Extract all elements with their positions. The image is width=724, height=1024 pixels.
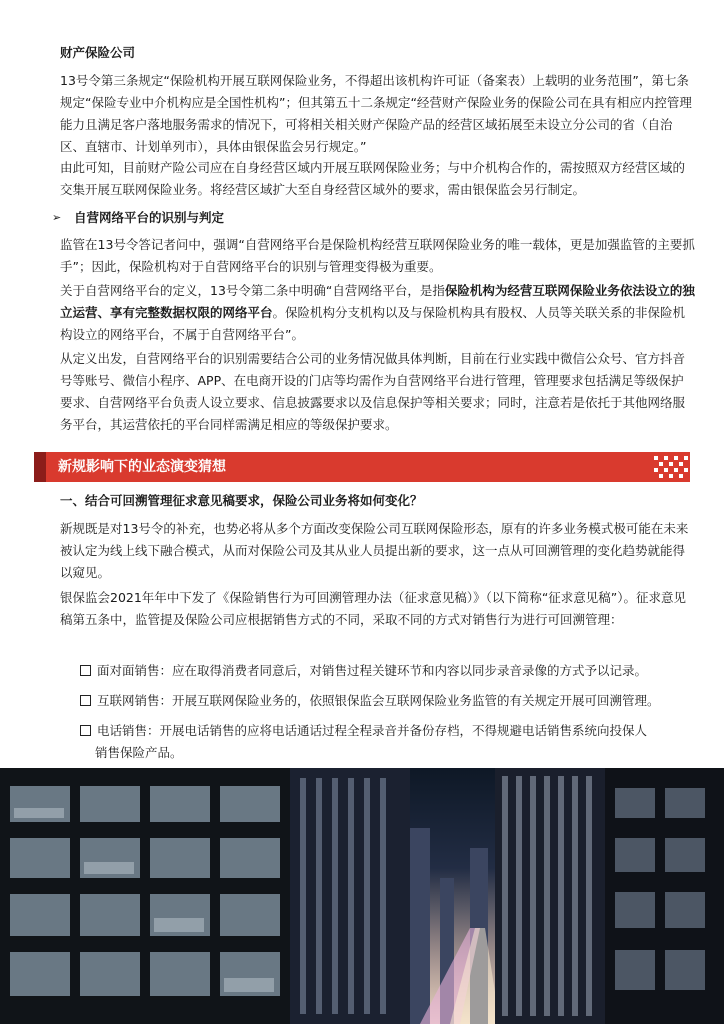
banner-accent [34,452,46,482]
paragraph: 新规既是对13号令的补充，也势必将从多个方面改变保险公司互联网保险形态，原有的许多业务模式极可能在未来被认定为线上线下融合模式，从而对保险公司及其从业人员提出新的要求，这一点从可回溯管理的变化趋势就能得以窥见。 [60,521,689,580]
city-night-photo [0,768,724,1024]
paragraph: 从定义出发，自营网络平台的识别需要结合公司的业务情况做具体判断，目前在行业实践中微信公众号、官方抖音号等账号、微信小程序、APP、在电商开设的门店等均需作为自营网络平台进行管理，管理要求包括满足等级保护要求、自营网络平台负责人设立要求、信息披露要求以及信息保护等相关要求；同时，注意若是依托于其他网络服务平台，其运营依托的平台同样需满足相应的等级保护要求。 [60,351,686,432]
question-heading: 一、结合可回溯管理征求意见稿要求，保险公司业务将如何变化？ [60,493,423,508]
banner-title: 新规影响下的业态演变猜想 [58,459,226,475]
checkbox-bullet-icon [80,725,91,736]
list-item-continuation: 销售保险产品。 [95,745,183,760]
section-heading-self-platform: 自营网络平台的识别与判定 [74,210,225,225]
paragraph: 银保监会2021年年中下发了《保险销售行为可回溯管理办法（征求意见稿）》（以下简称“征求意见稿”）。征求意见稿第五条中，监管提及保险公司应根据销售方式的不同，采取不同的方式对销售行为进行可回溯管理： [60,590,687,627]
text: 关于自营网络平台的定义，13号令第二条中明确“自营网络平台，是指 [60,283,445,298]
bold-text: 保险机构为经营互联网保险业务依法设立的独立运营、享有完整数据权限的网络平台 [60,283,695,320]
paragraph: 由此可知，目前财产险公司应在自身经营区域内开展互联网保险业务；与中介机构合作的，需按照双方经营区域的交集开展互联网保险业务。将经营区域扩大至自身经营区域外的要求，需由银保监会另行制定。 [60,160,686,197]
list-item [80,720,647,742]
section-heading-property-insurance: 财产保险公司 [60,45,136,60]
list-item-text: 互联网销售：开展互联网保险业务的，依照银保监会互联网保险业务监管的有关规定开展可回溯管理。 [97,693,660,708]
paragraph: 监管在13号令答记者问中，强调“自营网络平台是保险机构经营互联网保险业务的唯一载体，更是加强监管的主要抓手”；因此，保险机构对于自营网络平台的识别与管理变得极为重要。 [60,237,695,274]
list-item [80,660,647,682]
dots-pattern-icon [654,456,688,478]
paragraph: 13号令第三条规定“保险机构开展互联网保险业务，不得超出该机构许可证（备案表）上载明的业务范围”，第七条规定“保险专业中介机构应是全国性机构”；但其第五十二条规定“经营财产保险业务的保险公司在具有相应内控管理能力且满足客户落地服务需求的情况下，可将相关相关财产保险产品的经营区域拓展至未设立分公司的省（自治区、直辖市、计划单列市），具体由银保监会另行规定。” [60,73,692,154]
arrow-bullet-icon: ➢ [52,211,62,224]
list-item-text: 电话销售：开展电话销售的应将电话通话过程全程录音并备份存档，不得规避电话销售系统向投保人 [97,723,648,738]
list-item-text: 面对面销售：应在取得消费者同意后，对销售过程关键环节和内容以同步录音录像的方式予以记录。 [97,663,648,678]
text: 。保险机构分支机构以及与保险机构具有股权、人员等关联关系的非保险机构设立的网络平台，不属于自营网络平台”。 [60,305,686,342]
paragraph-definition [60,280,696,346]
checkbox-bullet-icon [80,695,91,706]
list-item [80,690,660,712]
checkbox-bullet-icon [80,665,91,676]
